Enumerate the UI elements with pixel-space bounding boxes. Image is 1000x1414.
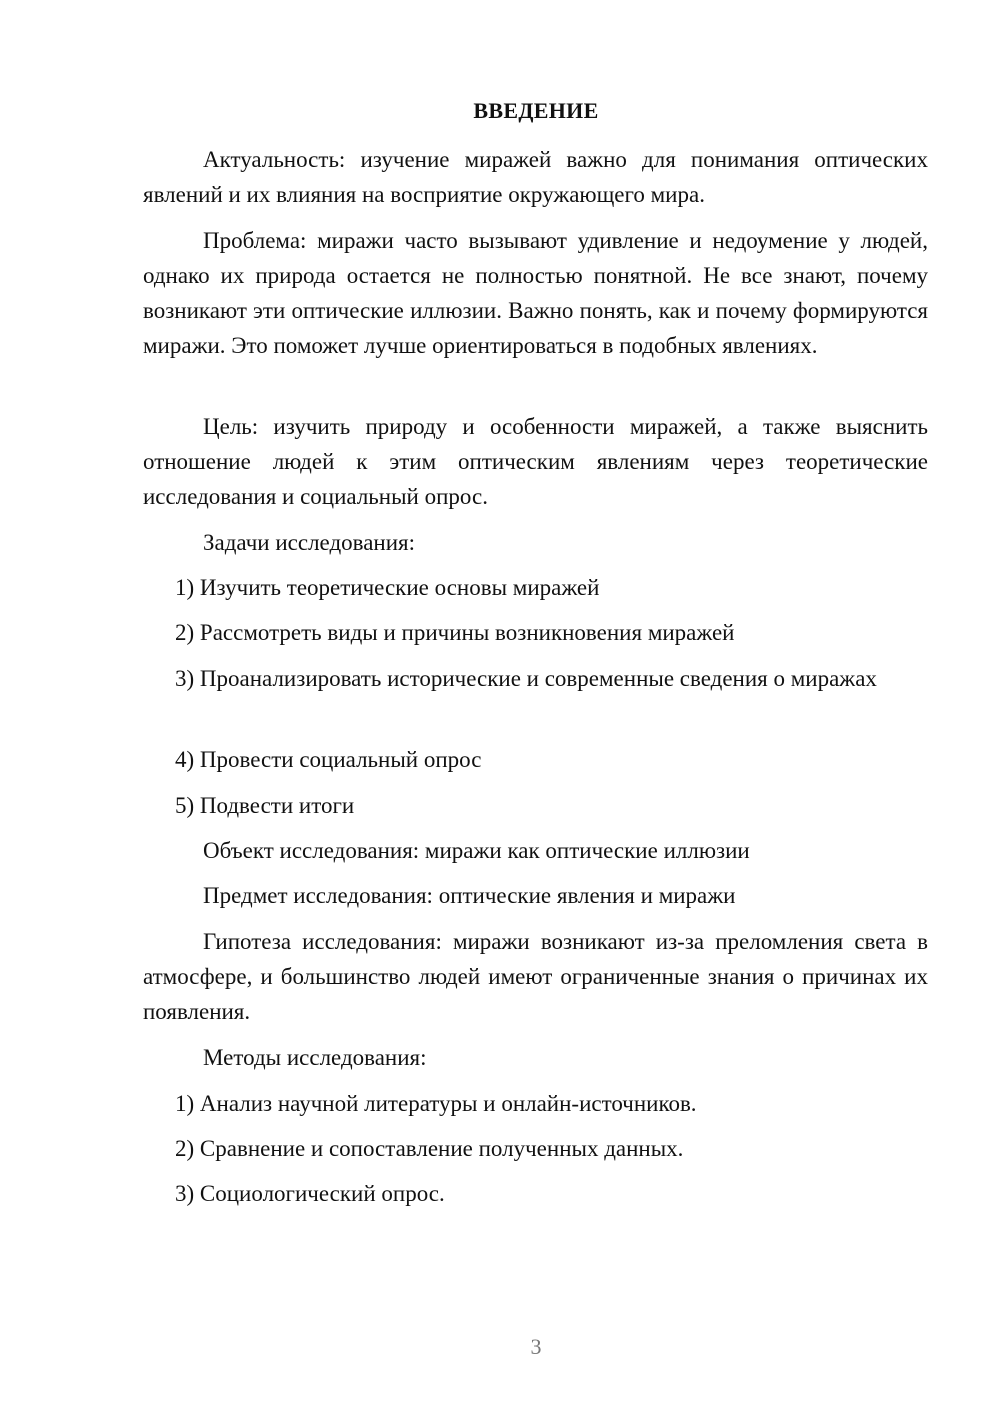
page-title: ВВЕДЕНИЕ: [473, 98, 599, 123]
task-item: 1) Изучить теоретические основы миражей: [175, 575, 600, 600]
problem-paragraph: Проблема: миражи часто вызывают удивление и недоумение у людей, однако их природа остается не полностью понятной. Не все знают, почему возникают эти оптические иллюзии. Важно понять, как и почему формируются миражи. Это поможет лучше ориентироваться в подобных явлениях.: [143, 228, 928, 358]
task-item: 5) Подвести итоги: [175, 793, 355, 818]
hypothesis-paragraph: Гипотеза исследования: миражи возникают из-за преломления света в атмосфере, и большинство людей имеют ограниченные знания о причинах их появления.: [143, 929, 928, 1024]
subject-paragraph: Предмет исследования: оптические явления и миражи: [203, 883, 736, 908]
object-paragraph: Объект исследования: миражи как оптические иллюзии: [203, 838, 750, 863]
method-item: 1) Анализ научной литературы и онлайн-источников.: [175, 1091, 697, 1116]
task-item: 3) Проанализировать исторические и современные сведения о миражах: [175, 666, 877, 691]
task-item: 4) Провести социальный опрос: [175, 747, 482, 772]
task-item: 2) Рассмотреть виды и причины возникновения миражей: [175, 620, 735, 645]
tasks-heading: Задачи исследования:: [203, 530, 416, 555]
goal-paragraph: Цель: изучить природу и особенности миражей, а также выяснить отношение людей к этим оптическим явлениям через теоретические исследования и социальный опрос.: [143, 414, 928, 509]
methods-heading: Методы исследования:: [203, 1045, 427, 1070]
method-item: 3) Социологический опрос.: [175, 1181, 445, 1206]
relevance-paragraph: Актуальность: изучение миражей важно для понимания оптических явлений и их влияния на восприятие окружающего мира.: [143, 147, 928, 207]
page-number: 3: [530, 1334, 542, 1359]
method-item: 2) Сравнение и сопоставление полученных данных.: [175, 1136, 684, 1161]
